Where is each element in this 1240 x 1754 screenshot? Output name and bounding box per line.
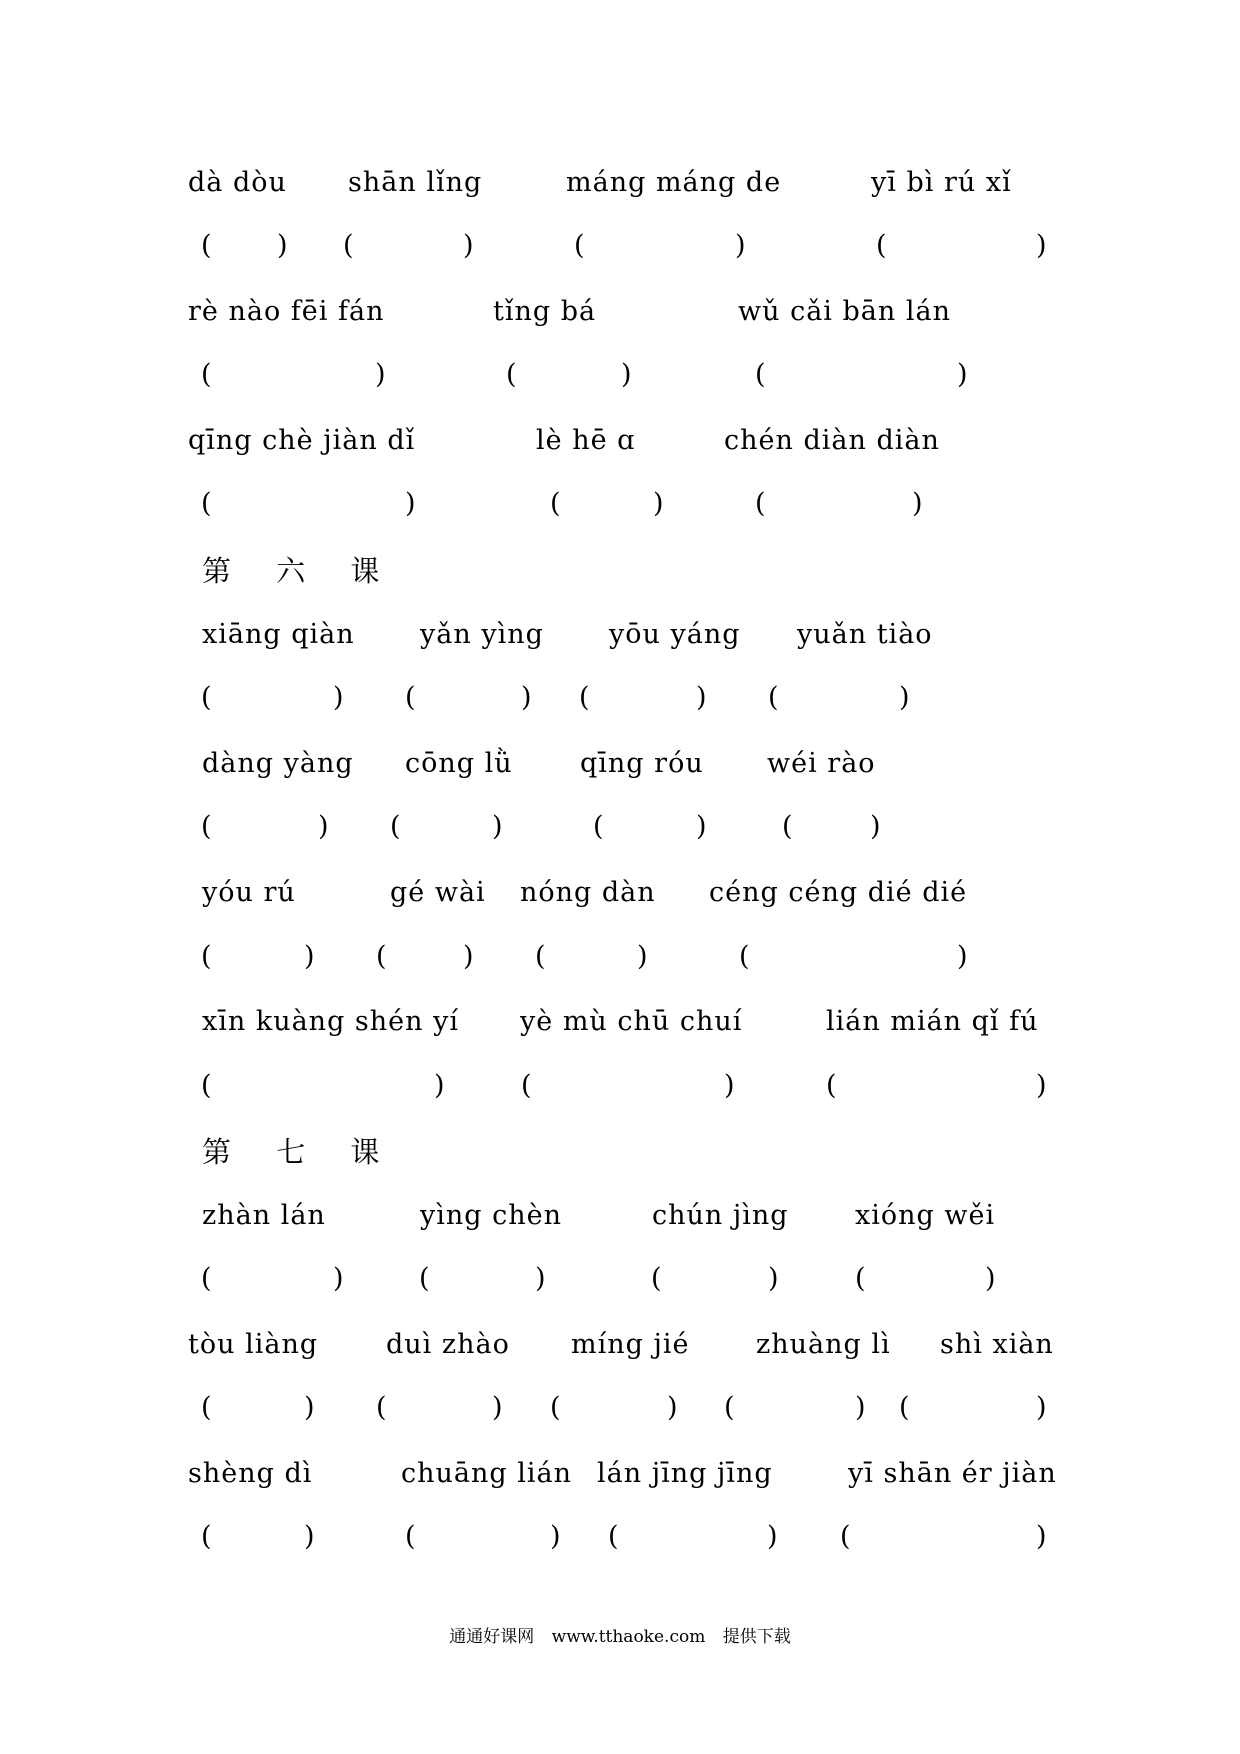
answer-blank-close: ) (653, 488, 664, 519)
pinyin-word: míng jié (571, 1329, 690, 1360)
answer-blank-open: ( (376, 1392, 387, 1423)
answer-blank-open: ( (840, 1521, 851, 1552)
pinyin-row (0, 421, 1240, 461)
answer-blank-close: ) (304, 941, 315, 972)
answer-blank-close: ) (333, 682, 344, 713)
answer-blank-open: ( (343, 230, 354, 261)
pinyin-word: duì zhào (386, 1329, 510, 1360)
pinyin-word: lè hē ɑ (536, 425, 636, 456)
pinyin-word: lián mián qǐ fú (826, 1006, 1039, 1037)
pinyin-row (0, 873, 1240, 913)
answer-blank-close: ) (1036, 1070, 1047, 1101)
answer-blank-open: ( (506, 359, 517, 390)
pinyin-word: shì xiàn (940, 1329, 1054, 1360)
footer-note: 提供下载 (722, 1627, 791, 1647)
answer-blank-open: ( (521, 1070, 532, 1101)
answer-blank-open: ( (768, 682, 779, 713)
answer-blank-open: ( (201, 1392, 212, 1423)
answer-blank-open: ( (201, 1263, 212, 1294)
answer-blank-close: ) (492, 1392, 503, 1423)
answer-blank-open: ( (201, 811, 212, 842)
answer-blank-close: ) (696, 811, 707, 842)
pinyin-word: shèng dì (188, 1458, 313, 1489)
pinyin-word: nóng dàn (520, 877, 656, 908)
pinyin-row (0, 1325, 1240, 1365)
pinyin-row (0, 1002, 1240, 1042)
pinyin-row (0, 615, 1240, 655)
answer-blank-open: ( (405, 682, 416, 713)
answer-blank-open: ( (579, 682, 590, 713)
answer-blank-close: ) (855, 1392, 866, 1423)
answer-blank-open: ( (651, 1263, 662, 1294)
answer-blank-open: ( (201, 359, 212, 390)
answer-blank-close: ) (985, 1263, 996, 1294)
answer-blank-close: ) (637, 941, 648, 972)
answer-blank-open: ( (826, 1070, 837, 1101)
answer-blank-close: ) (318, 811, 329, 842)
footer-url: www.tthaoke.com (551, 1627, 706, 1647)
answer-blank-open: ( (782, 811, 793, 842)
pinyin-word: yóu rú (202, 877, 296, 908)
answer-blank-close: ) (768, 1263, 779, 1294)
answer-blank-close: ) (667, 1392, 678, 1423)
answer-blank-open: ( (201, 1521, 212, 1552)
pinyin-row (0, 163, 1240, 203)
answer-blank-row (0, 678, 1240, 718)
pinyin-word: máng máng de (566, 167, 782, 198)
answer-blank-row (0, 355, 1240, 395)
pinyin-word: xīn kuàng shén yí (202, 1006, 460, 1037)
answer-blank-row (0, 1259, 1240, 1299)
answer-blank-close: ) (1036, 1521, 1047, 1552)
pinyin-row (0, 744, 1240, 784)
answer-blank-close: ) (550, 1521, 561, 1552)
answer-blank-open: ( (876, 230, 887, 261)
answer-blank-close: ) (434, 1070, 445, 1101)
answer-blank-open: ( (755, 488, 766, 519)
pinyin-row (0, 1196, 1240, 1236)
answer-blank-close: ) (899, 682, 910, 713)
pinyin-word: qīng róu (580, 748, 704, 779)
answer-blank-row (0, 937, 1240, 977)
answer-blank-close: ) (767, 1521, 778, 1552)
pinyin-word: tòu liàng (188, 1329, 319, 1360)
answer-blank-close: ) (277, 230, 288, 261)
answer-blank-open: ( (550, 488, 561, 519)
answer-blank-open: ( (201, 230, 212, 261)
lesson-heading: 第 七 课 (202, 1135, 398, 1169)
answer-blank-close: ) (304, 1392, 315, 1423)
pinyin-word: chuāng lián (401, 1458, 573, 1489)
answer-blank-open: ( (405, 1521, 416, 1552)
pinyin-word: yìng chèn (420, 1200, 563, 1231)
pinyin-word: yī bì rú xǐ (871, 167, 1012, 198)
pinyin-word: lán jīng jīng (597, 1458, 773, 1489)
answer-blank-close: ) (696, 682, 707, 713)
answer-blank-open: ( (724, 1392, 735, 1423)
answer-blank-open: ( (201, 488, 212, 519)
pinyin-word: yǎn yìng (420, 619, 544, 650)
answer-blank-close: ) (912, 488, 923, 519)
answer-blank-row (0, 1388, 1240, 1428)
answer-blank-close: ) (492, 811, 503, 842)
answer-blank-close: ) (1036, 1392, 1047, 1423)
answer-blank-row (0, 1066, 1240, 1106)
pinyin-word: zhàn lán (202, 1200, 326, 1231)
answer-blank-open: ( (550, 1392, 561, 1423)
pinyin-word: yōu yáng (609, 619, 741, 650)
answer-blank-close: ) (735, 230, 746, 261)
pinyin-word: rè nào fēi fán (188, 296, 385, 327)
answer-blank-open: ( (574, 230, 585, 261)
footer-site-name: 通通好课网 (449, 1627, 535, 1647)
answer-blank-close: ) (521, 682, 532, 713)
pinyin-row (0, 292, 1240, 332)
pinyin-word: céng céng dié dié (709, 877, 968, 908)
pinyin-word: yuǎn tiào (797, 619, 933, 650)
answer-blank-row (0, 484, 1240, 524)
answer-blank-close: ) (1036, 230, 1047, 261)
answer-blank-close: ) (724, 1070, 735, 1101)
answer-blank-open: ( (535, 941, 546, 972)
pinyin-word: wéi rào (767, 748, 876, 779)
answer-blank-open: ( (855, 1263, 866, 1294)
pinyin-word: yī shān ér jiàn (848, 1458, 1057, 1489)
pinyin-word: tǐng bá (493, 296, 597, 327)
answer-blank-close: ) (463, 230, 474, 261)
pinyin-word: gé wài (390, 877, 486, 908)
pinyin-word: xióng wěi (855, 1200, 996, 1231)
pinyin-word: xiāng qiàn (202, 619, 355, 650)
answer-blank-close: ) (333, 1263, 344, 1294)
pinyin-word: shān lǐng (348, 167, 483, 198)
answer-blank-open: ( (739, 941, 750, 972)
answer-blank-open: ( (419, 1263, 430, 1294)
answer-blank-row (0, 807, 1240, 847)
answer-blank-open: ( (201, 682, 212, 713)
answer-blank-close: ) (535, 1263, 546, 1294)
answer-blank-close: ) (463, 941, 474, 972)
answer-blank-open: ( (593, 811, 604, 842)
lesson-heading: 第 六 课 (202, 554, 398, 588)
pinyin-word: cōng lǜ (405, 748, 513, 779)
answer-blank-open: ( (608, 1521, 619, 1552)
answer-blank-open: ( (376, 941, 387, 972)
answer-blank-open: ( (390, 811, 401, 842)
answer-blank-row (0, 1517, 1240, 1557)
answer-blank-close: ) (621, 359, 632, 390)
answer-blank-close: ) (957, 941, 968, 972)
pinyin-word: dà dòu (188, 167, 287, 198)
pinyin-word: chún jìng (652, 1200, 789, 1231)
answer-blank-close: ) (375, 359, 386, 390)
pinyin-word: zhuàng lì (756, 1329, 891, 1360)
pinyin-word: qīng chè jiàn dǐ (188, 425, 416, 456)
answer-blank-open: ( (201, 1070, 212, 1101)
pinyin-word: chén diàn diàn (724, 425, 940, 456)
pinyin-row (0, 1454, 1240, 1494)
answer-blank-open: ( (201, 941, 212, 972)
answer-blank-open: ( (755, 359, 766, 390)
pinyin-word: wǔ cǎi bān lán (738, 296, 951, 327)
answer-blank-close: ) (405, 488, 416, 519)
pinyin-word: dàng yàng (202, 748, 354, 779)
pinyin-word: yè mù chū chuí (520, 1006, 743, 1037)
answer-blank-open: ( (899, 1392, 910, 1423)
answer-blank-close: ) (957, 359, 968, 390)
answer-blank-close: ) (304, 1521, 315, 1552)
answer-blank-close: ) (870, 811, 881, 842)
answer-blank-row (0, 226, 1240, 266)
page-footer (0, 1625, 1240, 1649)
